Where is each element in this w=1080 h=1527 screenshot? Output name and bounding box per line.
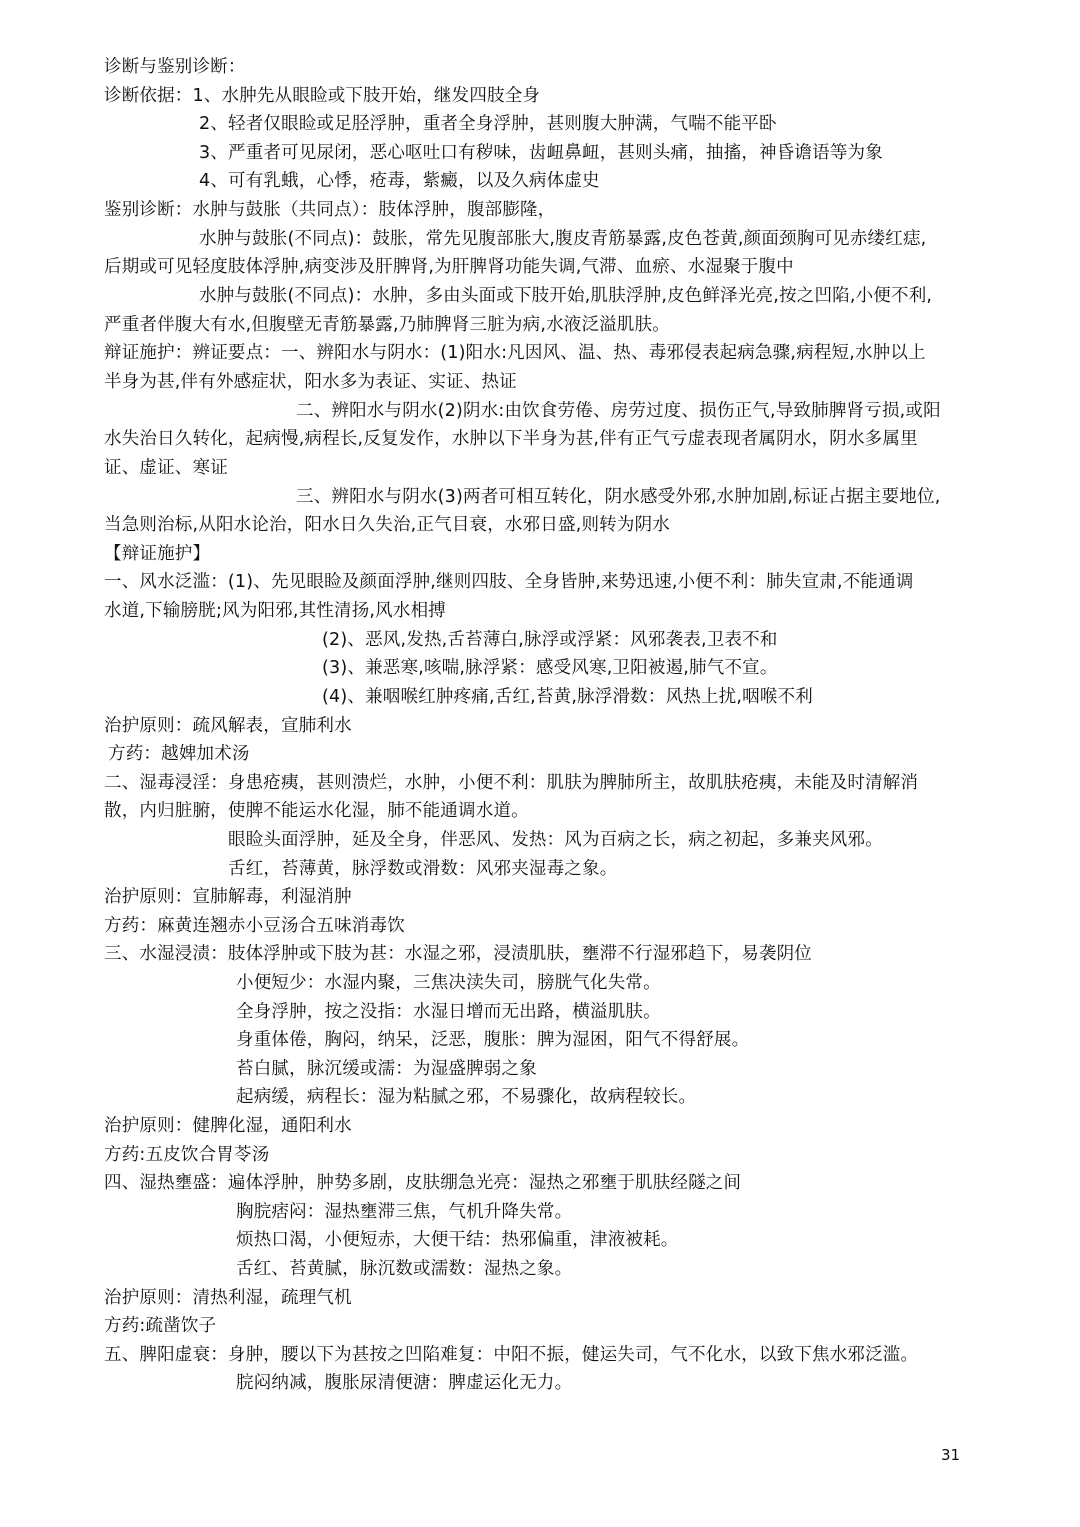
text-line: 治护原则：健脾化湿，通阳利水	[104, 1116, 352, 1136]
text-line: (3)、兼恶寒,咳喘,脉浮紧：感受风寒,卫阳被遏,肺气不宣。	[322, 658, 778, 678]
section-heading: 诊断与鉴别诊断：	[104, 57, 246, 77]
text-line: 鉴别诊断：水肿与鼓胀（共同点）：肢体浮肿，腹部膨隆，	[104, 200, 556, 220]
text-line: (2)、恶风,发热,舌苔薄白,脉浮或浮紧：风邪袭表,卫表不和	[322, 630, 778, 650]
text-line: 三、辨阳水与阴水(3)两者可相互转化，阴水感受外邪,水肿加剧,标证占据主要地位,	[296, 487, 941, 507]
text-line: 烦热口渴，小便短赤，大便干结：热邪偏重，津液被耗。	[236, 1230, 679, 1250]
text-line: 眼睑头面浮肿，延及全身，伴恶风、发热：风为百病之长，病之初起，多兼夹风邪。	[228, 830, 883, 850]
text-line: 方药:五皮饮合胃苓汤	[104, 1145, 270, 1165]
text-line: 半身为甚,伴有外感症状，阳水多为表证、实证、热证	[104, 372, 517, 392]
text-line: 脘闷纳减，腹胀尿清便溏：脾虚运化无力。	[236, 1373, 573, 1393]
text-line: 后期或可见轻度肢体浮肿,病变涉及肝脾肾,为肝脾肾功能失调,气滞、血瘀、水湿聚于腹中	[104, 257, 794, 277]
text-line: 胸脘痞闷：湿热壅滞三焦，气机升降失常。	[236, 1202, 573, 1222]
text-line: 当急则治标,从阳水论治，阳水日久失治,正气目衰，水邪日盛,则转为阴水	[104, 515, 670, 535]
text-line: 方药：麻黄连翘赤小豆汤合五味消毒饮	[104, 916, 405, 936]
text-line: (4)、兼咽喉红肿疼痛,舌红,苔黄,脉浮滑数：风热上扰,咽喉不利	[322, 687, 813, 707]
text-line: 舌红、苔黄腻，脉沉数或濡数：湿热之象。	[236, 1259, 573, 1279]
text-line: 证、虚证、寒证	[104, 458, 228, 478]
text-line: 舌红，苔薄黄，脉浮数或滑数：风邪夹湿毒之象。	[228, 859, 618, 879]
text-line: 辩证施护：辨证要点：一、辨阳水与阴水：(1)阳水:凡因风、温、热、毒邪侵表起病急骤,病程短,水肿以上	[104, 343, 926, 363]
text-line: 一、风水泛滥：(1)、先见眼睑及颜面浮肿,继则四肢、全身皆肿,来势迅速,小便不利：肺失宣肃,不能通调	[104, 572, 914, 592]
text-line: 治护原则：清热利湿，疏理气机	[104, 1288, 352, 1308]
text-line: 水肿与鼓胀(不同点)：水肿，多由头面或下肢开始,肌肤浮肿,皮色鲜泽光亮,按之凹陷,小便不利,	[199, 286, 933, 306]
text-line: 方药:疏凿饮子	[104, 1316, 217, 1336]
text-line: 散，内归脏腑，使脾不能运水化湿，肺不能通调水道。	[104, 801, 529, 821]
text-line: 起病缓，病程长：湿为粘腻之邪，不易骤化，故病程较长。	[236, 1087, 697, 1107]
text-line: 二、辨阳水与阴水(2)阴水:由饮食劳倦、房劳过度、损伤正气,导致肺脾肾亏损,或阳	[296, 401, 941, 421]
text-line: 五、脾阳虚衰：身肿，腰以下为甚按之凹陷难复：中阳不振，健运失司，气不化水，以致下焦水邪泛滥。	[104, 1345, 919, 1365]
text-line: 全身浮肿，按之没指：水湿日增而无出路，横溢肌肤。	[236, 1002, 661, 1022]
text-line: 身重体倦，胸闷，纳呆，泛恶，腹胀：脾为湿困，阳气不得舒展。	[236, 1030, 750, 1050]
text-line: 水道,下输膀胱;风为阳邪,其性清扬,风水相搏	[104, 601, 446, 621]
text-line: 小便短少：水湿内聚，三焦决渎失司，膀胱气化失常。	[236, 973, 661, 993]
text-line: 诊断依据：1、水肿先从眼睑或下肢开始，继发四肢全身	[104, 86, 541, 106]
text-line: 水肿与鼓胀(不同点)：鼓胀，常先见腹部胀大,腹皮青筋暴露,皮色苍黄,颜面颈胸可见赤缕红痣,	[199, 229, 927, 249]
text-line: 治护原则：疏风解表，宣肺利水	[104, 716, 352, 736]
text-line: 四、湿热壅盛：遍体浮肿，肿势多剧，皮肤绷急光亮：湿热之邪壅于肌肤经隧之间	[104, 1173, 742, 1193]
text-line: 2、轻者仅眼睑或足胫浮肿，重者全身浮肿，甚则腹大肿满，气喘不能平卧	[199, 114, 777, 134]
text-line: 方药：越婢加术汤	[108, 744, 250, 764]
page-number: 31	[941, 1446, 961, 1464]
text-line: 治护原则：宣肺解毒，利湿消肿	[104, 887, 352, 907]
text-line: 苔白腻，脉沉缓或濡：为湿盛脾弱之象	[236, 1059, 537, 1079]
text-line: 3、严重者可见尿闭，恶心呕吐口有秽味，齿衄鼻衄，甚则头痛，抽搐，神昏谵语等为象	[199, 143, 883, 163]
text-line: 4、可有乳蛾，心悸，疮毒，紫癜，以及久病体虚史	[199, 171, 600, 191]
text-line: 三、水湿浸渍：肢体浮肿或下肢为甚：水湿之邪，浸渍肌肤，壅滞不行湿邪趋下，易袭阴位	[104, 944, 812, 964]
section-heading: 【辩证施护】	[104, 544, 211, 564]
text-line: 二、湿毒浸淫：身患疮痍，甚则溃烂，水肿，小便不利：肌肤为脾肺所主，故肌肤疮痍，未能及时清解消	[104, 773, 919, 793]
text-line: 水失治日久转化，起病慢,病程长,反复发作，水肿以下半身为甚,伴有正气亏虚表现者属阴水，阴水多属里	[104, 429, 918, 449]
text-line: 严重者伴腹大有水,但腹壁无青筋暴露,乃肺脾肾三脏为病,水液泛溢肌肤。	[104, 315, 670, 335]
